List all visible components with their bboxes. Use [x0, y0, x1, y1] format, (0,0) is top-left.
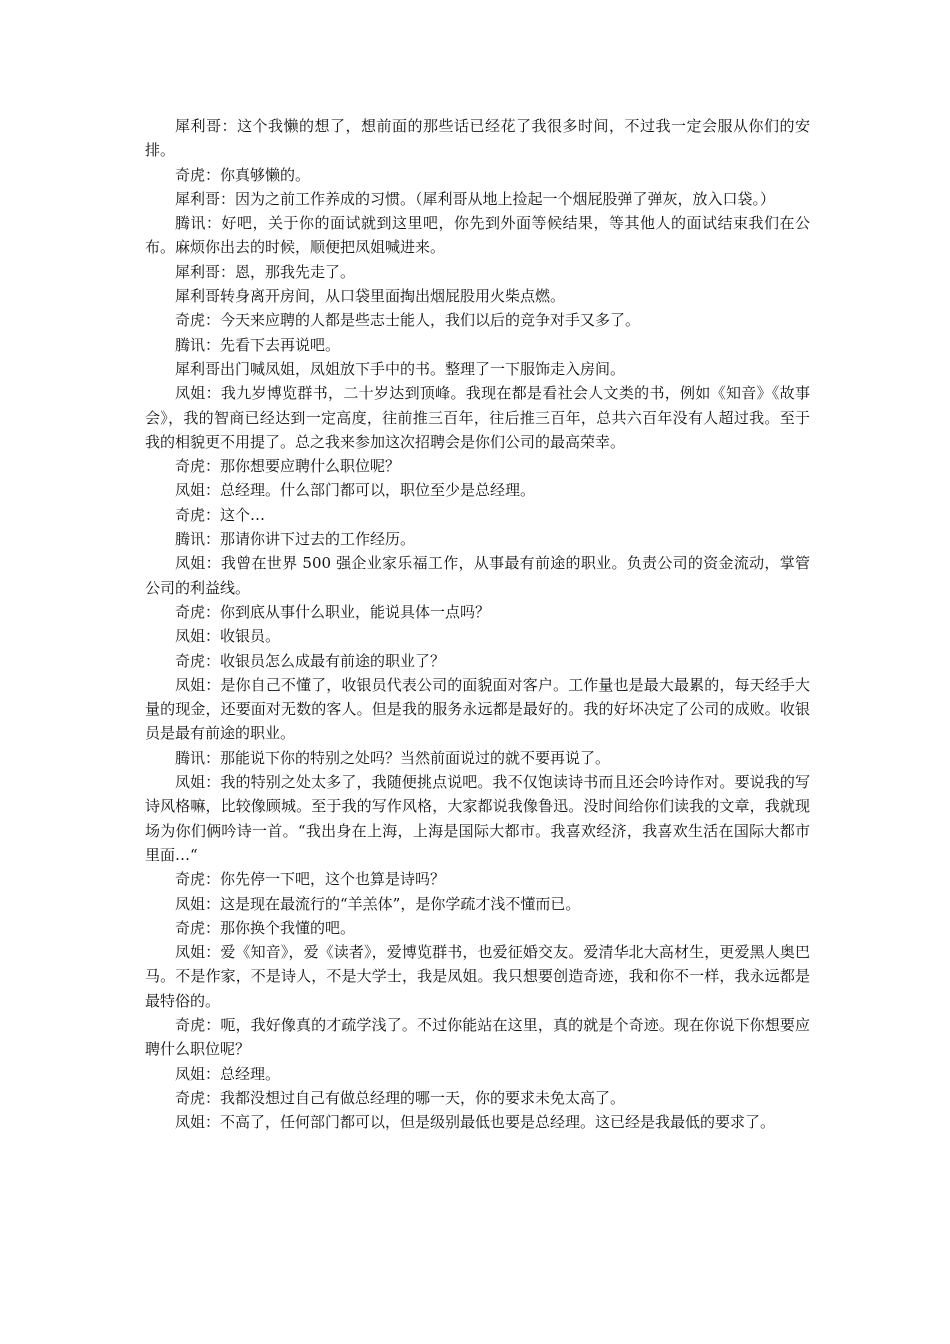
paragraph: 凤姐：我九岁博览群书，二十岁达到顶峰。我现在都是看社会人文类的书，例如《知音》《故事会》，我的智商已经达到一定高度，往前推三百年，往后推三百年，总共六百年没有人超过我。至于我的相貌更不用提了。总之我来参加这次招聘会是你们公司的最高荣幸。	[145, 384, 810, 451]
paragraph: 凤姐：我曾在世界 500 强企业家乐福工作，从事最有前途的职业。负责公司的资金流动，掌管公司的利益线。	[145, 554, 810, 597]
paragraph: 奇虎：那你换个我懂的吧。	[175, 918, 356, 937]
paragraph: 奇虎：你到底从事什么职业，能说具体一点吗？	[175, 602, 491, 621]
paragraph: 凤姐：总经理。	[175, 1064, 281, 1083]
paragraph: 凤姐：收银员。	[175, 627, 281, 646]
paragraph: 奇虎：你真够懒的。	[175, 165, 311, 184]
paragraph: 奇虎：呃，我好像真的才疏学浅了。不过你能站在这里，真的就是个奇迹。现在你说下你想要应聘什么职位呢？	[145, 1015, 810, 1059]
paragraph: 凤姐：不高了，任何部门都可以，但是级别最低也要是总经理。这已经是我最低的要求了。	[175, 1113, 776, 1132]
paragraph: 犀利哥转身离开房间，从口袋里面掏出烟屁股用火柴点燃。	[175, 287, 566, 306]
paragraph: 奇虎：今天来应聘的人都是些志士能人，我们以后的竞争对手又多了。	[175, 311, 641, 330]
paragraph: 凤姐：这是现在最流行的“羊羔体”，是你学疏才浅不懂而已。	[175, 894, 581, 913]
paragraph: 奇虎：那你想要应聘什么职位呢？	[175, 457, 401, 476]
paragraph: 腾讯：好吧，关于你的面试就到这里吧，你先到外面等候结果，等其他人的面试结束我们在公布。麻烦你出去的时候，顺便把凤姐喊进来。	[145, 214, 810, 257]
paragraph: 奇虎：我都没想过自己有做总经理的哪一天，你的要求未免太高了。	[175, 1088, 626, 1107]
paragraph: 犀利哥：因为之前工作养成的习惯。（犀利哥从地上捡起一个烟屁股弹了弹灰，放入口袋。）	[175, 189, 776, 208]
paragraph: 凤姐：是你自己不懂了，收银员代表公司的面貌面对客户。工作量也是最大最累的，每天经手大量的现金，还要面对无数的客人。但是我的服务永远都是最好的。我的好坏决定了公司的成败。收银员是最有前途的职业。	[145, 675, 810, 743]
paragraph: 犀利哥：这个我懒的想了，想前面的那些话已经花了我很多时间，不过我一定会服从你们的安排。	[145, 117, 810, 160]
paragraph: 奇虎：收银员怎么成最有前途的职业了？	[175, 651, 446, 670]
paragraph: 凤姐：爱《知音》，爱《读者》，爱博览群书，也爱征婚交友。爱清华北大高材生，更爱黑人奥巴马。不是作家，不是诗人，不是大学士，我是凤姐。我只想要创造奇迹，我和你不一样，我永远都是最特俗的。	[145, 943, 810, 1010]
paragraph: 腾讯：那能说下你的特别之处吗？当然前面说过的就不要再说了。	[175, 748, 611, 767]
paragraph: 奇虎：你先停一下吧，这个也算是诗吗？	[175, 870, 446, 889]
document-body	[145, 114, 810, 1134]
paragraph: 凤姐：总经理。什么部门都可以，职位至少是总经理。	[175, 481, 536, 500]
paragraph: 奇虎：这个…	[175, 505, 266, 524]
paragraph: 腾讯：先看下去再说吧。	[175, 335, 341, 354]
paragraph: 凤姐：我的特别之处太多了，我随便挑点说吧。我不仅饱读诗书而且还会吟诗作对。要说我的写诗风格嘛，比较像顾城。至于我的写作风格，大家都说我像鲁迅。没时间给你们读我的文章，我就现场为你们俩吟诗一首。“我出身在上海，上海是国际大都市。我喜欢经济，我喜欢生活在国际大都市里面…“	[145, 773, 810, 864]
paragraph: 犀利哥：恩，那我先走了。	[175, 262, 356, 281]
paragraph: 犀利哥出门喊凤姐，凤姐放下手中的书。整理了一下服饰走入房间。	[175, 359, 626, 378]
paragraph: 腾讯：那请你讲下过去的工作经历。	[175, 530, 416, 549]
